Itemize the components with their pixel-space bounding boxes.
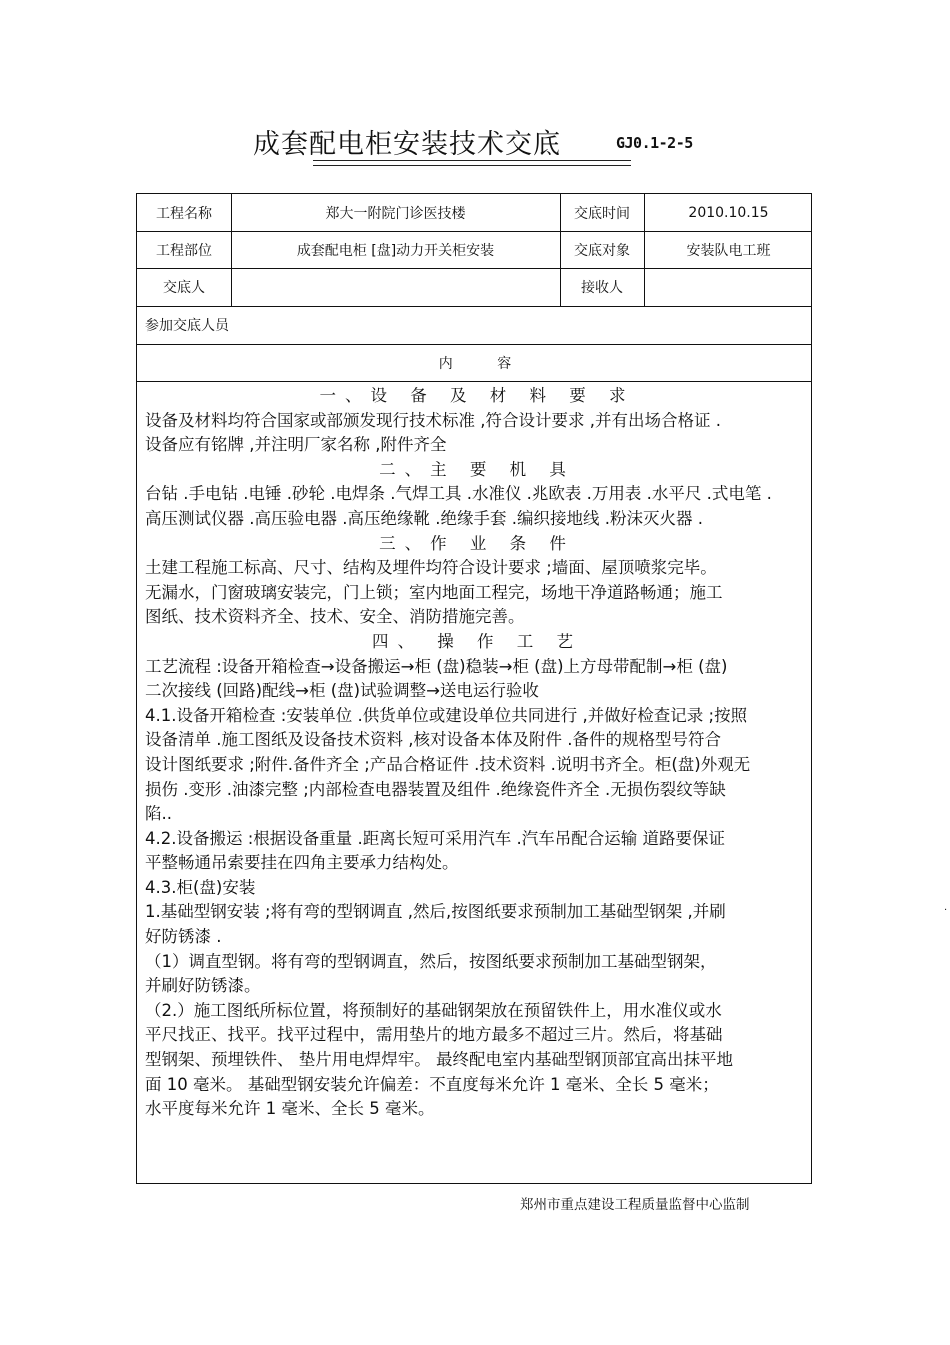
content-line: 设备及材料均符合国家或部颁发现行技术标准 ,符合设计要求 ,并有出场合格证 . (145, 410, 721, 430)
content-line: 好防锈漆 . (145, 927, 222, 947)
content-line: 土建工程施工标高、尺寸、结构及埋件均符合设计要求 ;墙面、屋顶喷浆完毕。 (145, 558, 717, 578)
content-line: 4.2.设备搬运 :根据设备重量 .距离长短可采用汽车 .汽车吊配合运输 道路要保证 (145, 828, 726, 848)
content-line: （2.）施工图纸所标位置，将预制好的基础钢架放在预留铁件上，用水准仪或水 (145, 1000, 722, 1020)
content-line: 4.3.柜(盘)安装 (145, 877, 256, 897)
discloser-value[interactable] (231, 268, 560, 306)
content-line: 并刷好防锈漆。 (145, 976, 261, 996)
row-divider (137, 381, 811, 382)
content-line: 设计图纸要求 ;附件.备件齐全 ;产品合格证件 .技术资料 .说明书齐全。柜(盘)外观无 (145, 754, 751, 774)
content-line: 型钢架、预埋铁件、 垫片用电焊焊牢。 最终配电室内基础型钢顶部宜高出抹平地 (145, 1050, 733, 1070)
form-code: GJ0.1-2-5 (616, 134, 693, 152)
content-line: 损伤 .变形 .油漆完整 ;内部检查电器装置及组件 .绝缘瓷件齐全 .无损伤裂纹等缺 (145, 779, 726, 799)
content-line: （1）调直型钢。将有弯的型钢调直，然后，按图纸要求预制加工基础型钢架， (145, 951, 717, 971)
content-line: 台钻 .手电钻 .电锤 .砂轮 .电焊条 .气焊工具 .水准仪 .兆欧表 .万用表 .水平尺 .式电笔 . (145, 484, 772, 504)
content-line: 高压测试仪器 .高压验电器 .高压绝缘靴 .绝缘手套 .编织接地线 .粉沫灭火器 . (145, 508, 703, 528)
content-body (145, 384, 809, 1122)
target-label: 交底对象 (574, 242, 630, 259)
content-line: 1.基础型钢安装 ;将有弯的型钢调直 ,然后,按图纸要求预制加工基础型钢架 ,并刷 (145, 902, 726, 922)
content-line: 二次接线 (回路)配线→柜 (盘)试验调整→送电运行验收 (145, 681, 539, 701)
footer-issuer: 郑州市重点建设工程质量监督中心监制 (520, 1197, 750, 1213)
content-line: 面 10 毫米。 基础型钢安装允许偏差：不直度每米允许 1 毫米、全长 5 毫米； (145, 1074, 719, 1094)
discloser-label: 交底人 (163, 280, 205, 296)
margin-mark: . (944, 902, 948, 913)
participants-label: 参加交底人员 (145, 318, 229, 334)
date-label: 交底时间 (574, 205, 630, 222)
section-heading: 四、 操 作 工 艺 (372, 631, 582, 651)
project-name-label: 工程名称 (156, 205, 212, 222)
section-heading: 二、主 要 机 具 (379, 459, 575, 479)
disclosure-table (136, 193, 812, 1184)
title-underline-bottom (313, 165, 631, 166)
content-line: 4.1.设备开箱检查 :安装单位 .供货单位或建设单位共同进行 ,并做好检查记录 ;按照 (145, 705, 748, 725)
content-line: 图纸、技术资料齐全、技术、安全、消防措施完善。 (145, 607, 525, 627)
receiver-value[interactable] (644, 268, 813, 306)
content-line: 工艺流程 :设备开箱检查→设备搬运→柜 (盘)稳装→柜 (盘)上方母带配制→柜 (盘) (145, 656, 728, 676)
section-heading: 三、作 业 条 件 (379, 533, 575, 553)
content-line: 水平度每米允许 1 毫米、全长 5 毫米。 (145, 1099, 435, 1119)
content-line: 平整畅通吊索要挂在四角主要承力结构处。 (145, 853, 459, 873)
title-underline-top (313, 160, 631, 161)
part-label: 工程部位 (156, 242, 212, 259)
receiver-label: 接收人 (581, 280, 623, 296)
project-name-value: 郑大一附院门诊医技楼 (325, 205, 466, 222)
content-line: 设备清单 .施工图纸及设备技术资料 ,核对设备本体及附件 .备件的规格型号符合 (145, 730, 721, 750)
target-value: 安装队电工班 (686, 242, 771, 259)
part-value: 成套配电柜 [盘]动力开关柜安装 (296, 242, 495, 259)
page-title: 成套配电柜安装技术交底 (253, 129, 561, 160)
content-line: 设备应有铭牌 ,并注明厂家名称 ,附件齐全 (145, 435, 447, 455)
content-line: 平尺找正、找平。找平过程中，需用垫片的地方最多不超过三片。然后，将基础 (145, 1025, 723, 1045)
section-heading: 一、设 备 及 材 料 要 求 (319, 386, 635, 405)
content-line: 陷.. (145, 804, 172, 824)
content-line: 无漏水，门窗玻璃安装完，门上锁；室内地面工程完，场地干净道路畅通；施工 (145, 582, 723, 602)
content-heading: 内 容 (438, 355, 512, 372)
date-value: 2010.10.15 (688, 204, 769, 221)
